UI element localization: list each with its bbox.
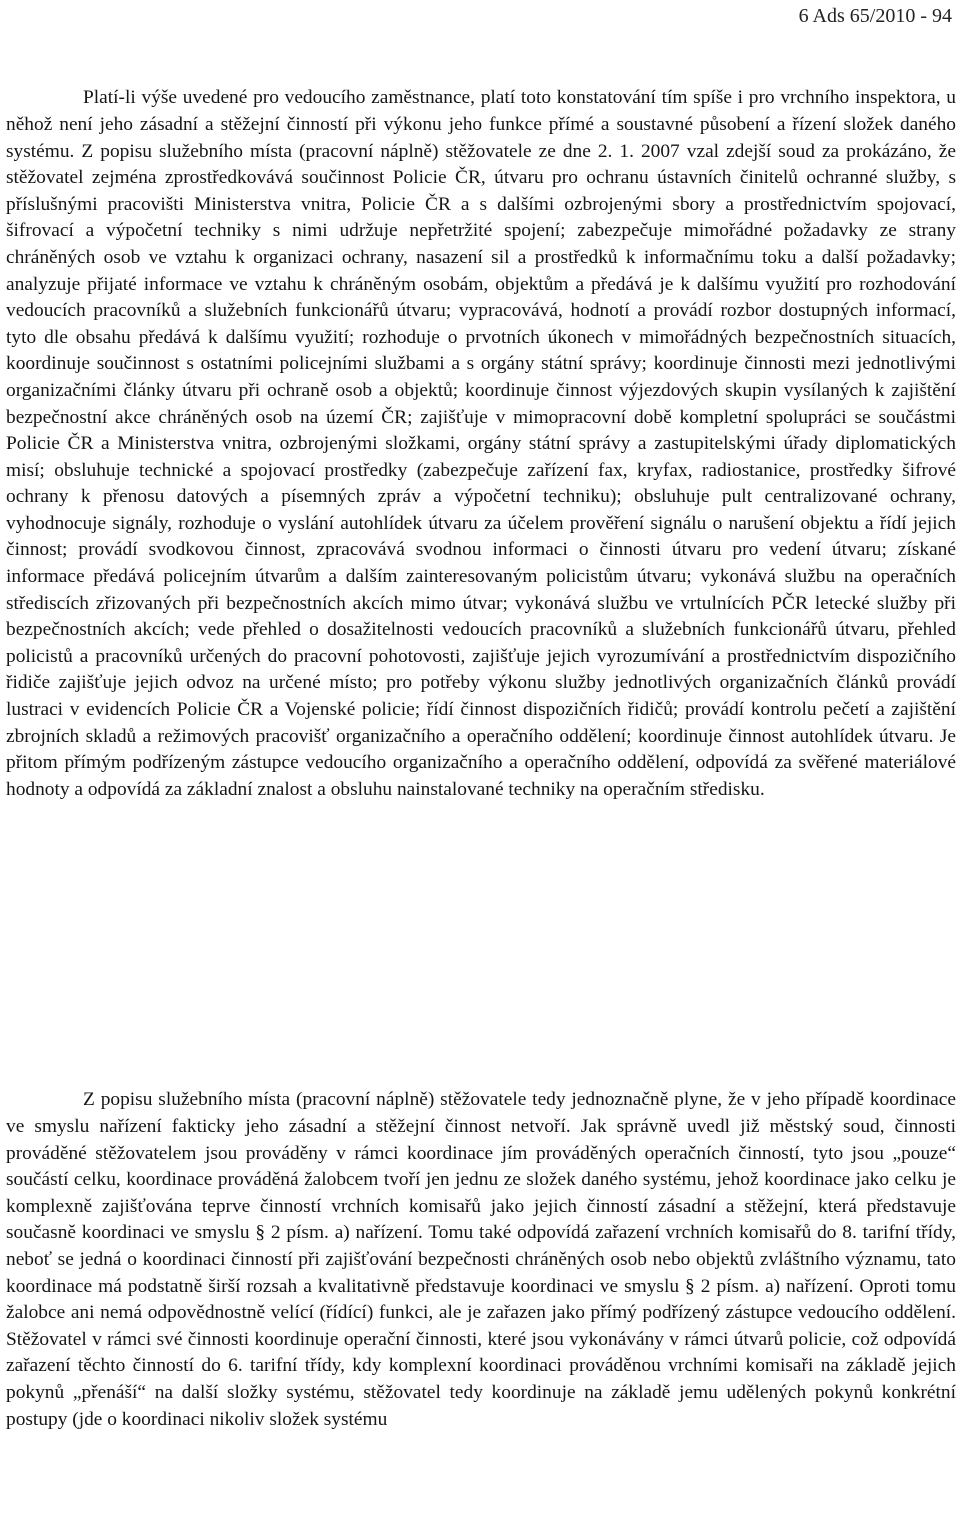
body-paragraph-2: Z popisu služebního místa (pracovní náplně) stěžovatele tedy jednoznačně plyne, že v jeho případě koordinace ve smyslu nařízení fakticky jeho zásadní a stěžejní činnost netvoří. Jak správně uvedl již městský soud, činnosti prováděné stěžovatelem jsou prováděny v rámci koordinace jím prováděných operačních činností, tyto jsou „pouze“ součástí celku, koordinace prováděná žalobcem tvoří jen jednu ze složek daného systému, jehož koordinace jako celku je komplexně zajišťována teprve činností vrchních komisařů jako jejich činností zásadní a stěžejní, která představuje současně koordinaci ve smyslu § 2 písm. a) nařízení. Tomu také odpovídá zařazení vrchních komisařů do 8. tarifní třídy, neboť se jedná o koordinaci činností při zajišťování bezpečnosti chráněných osob nebo objektů zvláštního významu, tato koordinace má podstatně širší rozsah a kvalitativně představuje koordinaci ve smyslu § 2 písm. a) nařízení. Oproti tomu žalobce ani nemá odpovědnostně velící (řídící) funkci, ale je zařazen jako přímý podřízený zástupce vedoucího oddělení. Stěžovatel v rámci své činnosti koordinuje operační činnosti, které jsou vykonávány v rámci útvarů policie, což odpovídá zařazení těchto činností do 6. tarifní třídy, kdy komplexní koordinaci prováděnou vrchními komisaři na základě jejich pokynů „přenáší“ na další složky systému, stěžovatel tedy koordinuje na základě jemu udělených pokynů konkrétní postupy (jde o koordinaci nikoliv složek systému — [6, 1089, 956, 1430]
case-reference-header: 6 Ads 65/2010 - 94 — [798, 5, 952, 27]
body-paragraph-1: Platí-li výše uvedené pro vedoucího zaměstnance, platí toto konstatování tím spíše i pro vrchního inspektora, u něhož není jeho zásadní a stěžejní činností při výkonu jeho funkce přímé a soustavné působení a řízení složek daného systému. Z popisu služebního místa (pracovní náplně) stěžovatele ze dne 2. 1. 2007 vzal zdejší soud za prokázáno, že stěžovatel zejména zprostředkovává součinnost Policie ČR, útvaru pro ochranu ústavních činitelů ochranné služby, s příslušnými pracovišti Ministerstva vnitra, Policie ČR a s dalšími ozbrojenými sbory a prostřednictvím spojovací, šifrovací a výpočetní techniky s nimi udržuje nepřetržité spojení; zabezpečuje mimořádné požadavky ze strany chráněných osob ve vztahu k organizaci ochrany, nasazení sil a prostředků k informačnímu toku a další požadavky; analyzuje přijaté informace ve vztahu k chráněným osobám, objektům a předává je k dalšímu využití pro rozhodování vedoucích pracovníků a služebních funkcionářů útvaru; vypracovává, hodnotí a provádí rozbor dostupných informací, tyto dle obsahu předává k dalšímu využití; rozhoduje o prvotních úkonech v mimořádných bezpečnostních situacích, koordinuje součinnost s ostatními policejními službami a s orgány státní správy; koordinuje činnosti mezi jednotlivými organizačními články útvaru při ochraně osob a objektů; koordinuje činnost výjezdových skupin vysílaných k zajištění bezpečnostní akce chráněných osob na území ČR; zajišťuje v mimopracovní době kompletní spolupráci se součástmi Policie ČR a Ministerstva vnitra, ozbrojenými složkami, orgány státní správy a zastupitelskými úřady diplomatických misí; obsluhuje technické a spojovací prostředky (zabezpečuje zařízení fax, kryfax, radiostanice, prostředky šifrové ochrany k přenosu datových a písemných zpráv a výpočetní techniku); obsluhuje pult centralizované ochrany, vyhodnocuje signály, rozhoduje o vyslání autohlídek útvaru za účelem prověření signálu o narušení objektu a řídí jejich činnost; provádí svodkovou činnost, zpracovává svodnou informaci o činnosti útvaru pro vedení útvaru; získané informace předává policejním útvarům a dalším zainteresovaným policistům útvaru; vykonává službu na operačních střediscích zřizovaných při bezpečnostních akcích mimo útvar; vykonává službu ve vrtulnících PČR letecké služby při bezpečnostních akcích; vede přehled o dosažitelnosti vedoucích pracovníků a služebních funkcionářů útvaru, přehled policistů a pracovníků určených do pracovní pohotovosti, zajišťuje jejich vyrozumívání a prostřednictvím dispozičního řidiče zajišťuje jejich odvoz na určené místo; pro potřeby výkonu služby jednotlivých organizačních článků provádí lustraci v evidencích Policie ČR a Vojenské policie; řídí činnost dispozičních řidičů; provádí kontrolu pečetí a zajištění zbrojních skladů a režimových pracovišť organizačního a operačního oddělení; koordinuje činnost autohlídek útvaru. Je přitom přímým podřízeným zástupce vedoucího organizačního a operačního oddělení, odpovídá za svěřené materiálové hodnoty a odpovídá za základní znalost a obsluhu nainstalované techniky na operačním středisku. — [6, 87, 956, 800]
